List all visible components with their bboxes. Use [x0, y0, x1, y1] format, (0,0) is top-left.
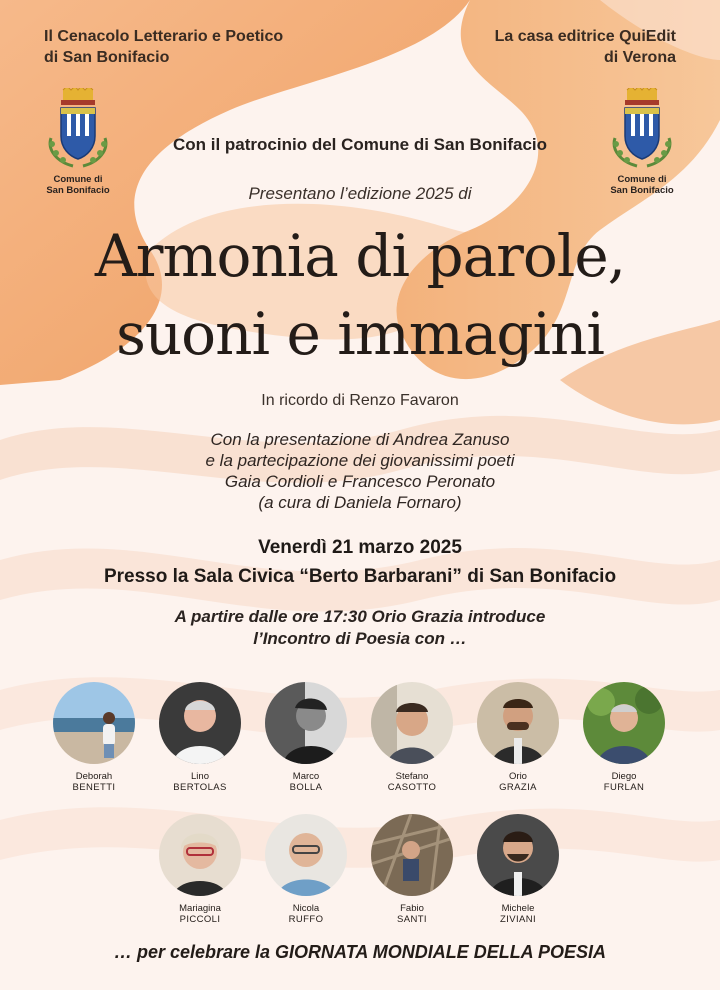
poet-photo — [371, 814, 453, 896]
poet-last-name: BENETTI — [72, 782, 116, 793]
crest-caption-line1: Comune di — [617, 174, 667, 185]
poet-last-name: RUFFO — [288, 914, 324, 925]
organizer-right-line1: La casa editrice QuiEdit — [494, 28, 676, 45]
poet-last-name: SANTI — [397, 914, 427, 925]
organizer-quiedit — [495, 26, 676, 68]
closing-text: … per celebrare la GIORNATA MONDIALE DELLA POESIA — [113, 942, 607, 962]
event-date: Venerdì 21 marzo 2025 — [258, 537, 462, 558]
crest-caption-line2: San Bonifacio — [46, 185, 110, 196]
poet-card — [44, 682, 144, 794]
event-intro — [0, 606, 720, 650]
poet-first-name: Mariagina — [179, 903, 221, 914]
crest-caption-line2: San Bonifacio — [610, 185, 674, 196]
intro-line1: A partire dalle ore 17:30 Orio Grazia introduce — [174, 607, 546, 626]
poet-last-name: PICCOLI — [179, 914, 221, 925]
poet-last-name: GRAZIA — [499, 782, 537, 793]
organizer-cenacolo — [44, 26, 283, 68]
presentation-line3: Gaia Cordioli e Francesco Peronato — [224, 472, 496, 491]
presentation-line1: Con la presentazione di Andrea Zanuso — [210, 430, 510, 449]
poet-card — [468, 682, 568, 794]
poet-first-name: Lino — [191, 771, 209, 782]
poet-first-name: Diego — [611, 771, 637, 782]
organizer-left-line1: Il Cenacolo Letterario e Poetico — [44, 28, 284, 45]
patronage-text: Con il patrocinio del Comune di San Bonifacio — [172, 135, 548, 154]
poet-photo — [53, 682, 135, 764]
event-title-line2: suoni e immagini — [116, 300, 604, 368]
poet-card — [468, 814, 568, 926]
memory-text: In ricordo di Renzo Favaron — [261, 392, 459, 409]
organizer-left-line2: di San Bonifacio — [44, 49, 170, 66]
poet-card — [256, 814, 356, 926]
presentation-line2: e la partecipazione dei giovanissimi poeti — [205, 451, 515, 470]
poet-card — [256, 682, 356, 794]
poet-last-name: BOLLA — [289, 782, 323, 793]
poet-first-name: Fabio — [400, 903, 424, 914]
municipal-crest-icon — [43, 88, 113, 172]
poet-first-name: Michele — [501, 903, 535, 914]
poet-first-name: Nicola — [292, 903, 320, 914]
event-venue: Presso la Sala Civica “Berto Barbarani” di San Bonifacio — [103, 566, 617, 587]
poet-card — [362, 814, 462, 926]
poet-photo — [477, 682, 559, 764]
presents-text: Presentano l’edizione 2025 di — [248, 184, 472, 203]
poet-photo — [159, 682, 241, 764]
poet-photo — [371, 682, 453, 764]
poet-photo — [477, 814, 559, 896]
presentation-block — [0, 429, 720, 513]
crest-caption-line1: Comune di — [53, 174, 103, 185]
organizer-right-line2: di Verona — [603, 49, 676, 66]
poet-first-name: Stefano — [395, 771, 429, 782]
presentation-line4: (a cura di Daniela Fornaro) — [258, 493, 462, 512]
event-title-line1: Armonia di parole, — [94, 222, 626, 290]
poet-photo — [159, 814, 241, 896]
poet-last-name: CASOTTO — [387, 782, 437, 793]
poet-last-name: FURLAN — [603, 782, 645, 793]
poet-first-name: Orio — [509, 771, 527, 782]
poet-card — [150, 682, 250, 794]
poet-last-name: ZIVIANI — [499, 914, 537, 925]
poet-first-name: Deborah — [75, 771, 113, 782]
intro-line2: l’Incontro di Poesia con … — [253, 629, 467, 648]
poet-photo — [583, 682, 665, 764]
poet-photo — [265, 814, 347, 896]
poet-first-name: Marco — [292, 771, 320, 782]
poet-card — [574, 682, 674, 794]
municipal-crest-icon — [607, 88, 677, 172]
poet-photo — [265, 682, 347, 764]
poet-card — [150, 814, 250, 926]
poet-last-name: BERTOLAS — [173, 782, 227, 793]
poet-card — [362, 682, 462, 794]
